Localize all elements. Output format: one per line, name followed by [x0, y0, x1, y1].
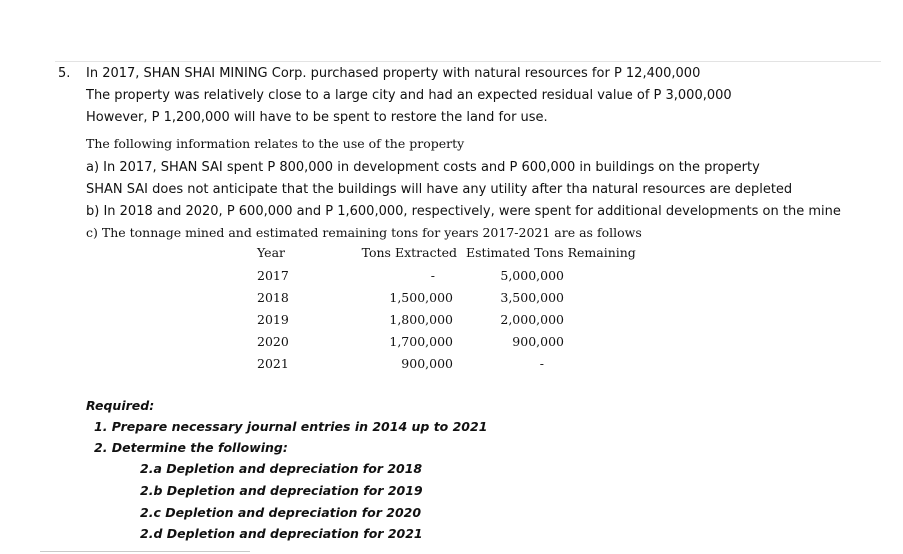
row-2019-year: 2019 — [257, 312, 289, 327]
header-year: Year — [257, 245, 285, 260]
row-2021-extracted: 900,000 — [401, 356, 453, 371]
required-subitem-2c: 2.c Depletion and depreciation for 2020 — [140, 505, 422, 520]
info-heading: The following information relates to the use of the property — [86, 136, 465, 151]
item-c: c) The tonnage mined and estimated remaining tons for years 2017-2021 are as follows — [86, 225, 642, 240]
row-2018-extracted: 1,500,000 — [389, 290, 453, 305]
header-tons-extracted: Tons Extracted — [361, 245, 457, 260]
row-2020-remaining: 900,000 — [512, 334, 564, 349]
row-2018-remaining: 3,500,000 — [500, 290, 564, 305]
row-2019-extracted: 1,800,000 — [389, 312, 453, 327]
row-2021-remaining: - — [539, 356, 544, 371]
row-2017-extracted: - — [430, 268, 435, 283]
item-a-note: SHAN SAI does not anticipate that the buildings will have any utility after tha natural resources are depleted — [86, 182, 793, 197]
required-title: Required: — [86, 398, 155, 413]
required-subitem-2d: 2.d Depletion and depreciation for 2021 — [140, 526, 423, 541]
required-item-1: 1. Prepare necessary journal entries in 2014 up to 2021 — [94, 419, 488, 434]
bottom-divider — [40, 551, 250, 552]
required-subitem-2a: 2.a Depletion and depreciation for 2018 — [140, 461, 423, 476]
required-item-2: 2. Determine the following: — [94, 440, 288, 455]
item-b: b) In 2018 and 2020, P 600,000 and P 1,600,000, respectively, were spent for additional developments on the mine — [86, 204, 841, 219]
paragraph-line-3: However, P 1,200,000 will have to be spent to restore the land for use. — [86, 110, 548, 125]
problem-number: 5. — [58, 66, 71, 81]
row-2020-extracted: 1,700,000 — [389, 334, 453, 349]
row-2019-remaining: 2,000,000 — [500, 312, 564, 327]
row-2017-remaining: 5,000,000 — [500, 268, 564, 283]
paragraph-line-2: The property was relatively close to a large city and had an expected residual value of P 3,000,000 — [86, 88, 732, 103]
row-2020-year: 2020 — [257, 334, 289, 349]
top-divider — [55, 61, 881, 62]
item-a: a) In 2017, SHAN SAI spent P 800,000 in development costs and P 600,000 in buildings on the property — [86, 160, 760, 175]
row-2018-year: 2018 — [257, 290, 289, 305]
required-subitem-2b: 2.b Depletion and depreciation for 2019 — [140, 483, 423, 498]
row-2017-year: 2017 — [257, 268, 289, 283]
header-estimated-remaining: Estimated Tons Remaining — [466, 245, 636, 260]
row-2021-year: 2021 — [257, 356, 289, 371]
paragraph-line-1: In 2017, SHAN SHAI MINING Corp. purchased property with natural resources for P 12,400,000 — [86, 66, 701, 81]
